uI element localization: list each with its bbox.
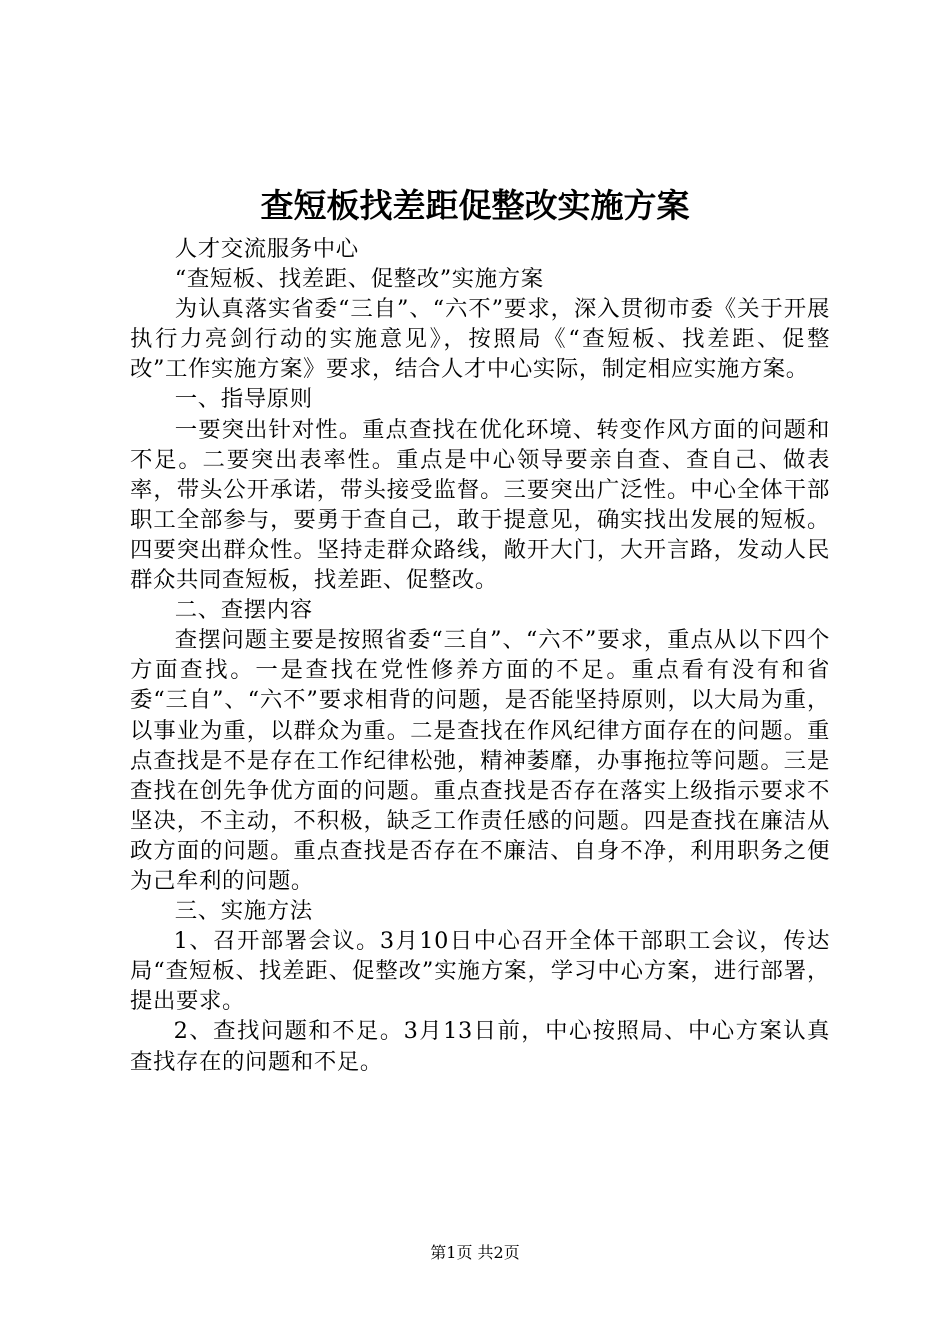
- paragraph-principles: 一要突出针对性。重点查找在优化环境、转变作风方面的问题和不足。二要突出表率性。重点是中心领导要亲自查、查自己、做表率，带头公开承诺，带头接受监督。三要突出广泛性。中心全体干部职工全部参与，要勇于查自己，敢于提意见，确实找出发展的短板。四要突出群众性。坚持走群众路线，敞开大门，大开言路，发动人民群众共同查短板，找差距、促整改。: [130, 416, 830, 594]
- paragraph-method-1: 1、召开部署会议。3月10日中心召开全体干部职工会议，传达局“查短板、找差距、促整改”实施方案，学习中心方案，进行部署，提出要求。: [130, 928, 830, 1015]
- paragraph-content: 查摆问题主要是按照省委“三自”、“六不”要求，重点从以下四个方面查找。一是查找在党性修养方面的不足。重点看有没有和省委“三自”、“六不”要求相背的问题，是否能坚持原则，以大局为重，以事业为重，以群众为重。二是查找在作风纪律方面存在的问题。重点查找是不是存在工作纪律松弛，精神萎靡，办事拖拉等问题。三是查找在创先争优方面的问题。重点查找是否存在落实上级指示要求不坚决，不主动，不积极，缺乏工作责任感的问题。四是查找在廉洁从政方面的问题。重点查找是否存在不廉洁、自身不净，利用职务之便为己牟利的问题。: [130, 627, 830, 894]
- paragraph-intro: 为认真落实省委“三自”、“六不”要求，深入贯彻市委《关于开展执行力亮剑行动的实施意见》，按照局《“查短板、找差距、促整改”工作实施方案》要求，结合人才中心实际，制定相应实施方案。: [130, 296, 830, 383]
- paragraph-plan-name: “查短板、找差距、促整改”实施方案: [174, 266, 544, 293]
- section-heading-methods: 三、实施方法: [174, 898, 313, 925]
- document-body: [130, 234, 830, 1077]
- document-title: 查短板找差距促整改实施方案: [260, 186, 690, 225]
- paragraph-method-2: 2、查找问题和不足。3月13日前，中心按照局、中心方案认真查找存在的问题和不足。: [130, 1018, 830, 1075]
- page-footer: 第1页 共2页: [430, 1243, 520, 1262]
- paragraph-organization: 人才交流服务中心: [174, 236, 359, 262]
- section-heading-principles: 一、指导原则: [174, 386, 313, 413]
- section-heading-content: 二、查摆内容: [174, 597, 313, 624]
